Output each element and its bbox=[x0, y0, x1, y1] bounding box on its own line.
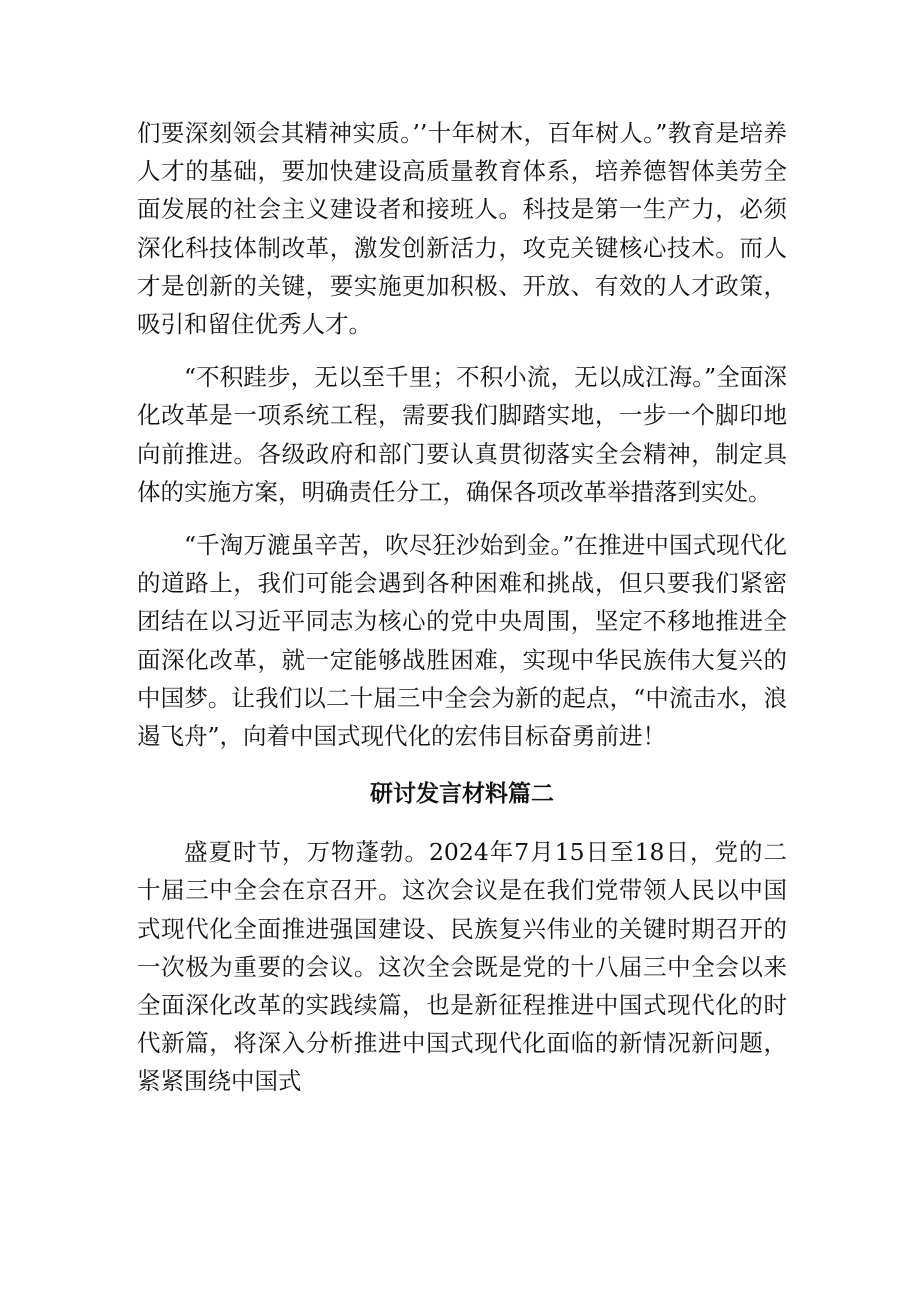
paragraph-section-two-intro: 盛夏时节，万物蓬勃。2024年7月15日至18日，党的二十届三中全会在京召开。这次会议是在我们党带领人民以中国式现代化全面推进强国建设、民族复兴伟业的关键时期召开的一次极为重要的会议。这次全会既是党的十八届三中全会以来全面深化改革的实践续篇，也是新征程推进中国式现代化的时代新篇，将深入分析推进中国式现代化面临的新情况新问题，紧紧围绕中国式 bbox=[137, 838, 787, 1096]
section-heading: 研讨发言材料篇二 bbox=[370, 781, 554, 808]
paragraph-quote-gold: “千淘万漉虽辛苦，吹尽狂沙始到金。”在推进中国式现代化的道路上，我们可能会遇到各种困难和挑战，但只要我们紧密团结在以习近平同志为核心的党中央周围，坚定不移地推进全面深化改革，就一定能够战胜困难，实现中华民族伟大复兴的中国梦。让我们以二十届三中全会为新的起点，“中流击水，浪遏飞舟”，向着中国式现代化的宏伟目标奋勇前进！ bbox=[137, 531, 787, 751]
paragraph-quote-steps: “不积跬步，无以至千里；不积小流，无以成江海。”全面深化改革是一项系统工程，需要我们脚踏实地，一步一个脚印地向前推进。各级政府和部门要认真贯彻落实全会精神，制定具体的实施方案，明确责任分工，确保各项改革举措落到实处。 bbox=[137, 363, 787, 506]
paragraph-continued: 们要深刻领会其精神实质。’’十年树木，百年树人。”教育是培养人才的基础，要加快建设高质量教育体系，培养德智体美劳全面发展的社会主义建设者和接班人。科技是第一生产力，必须深化科技体制改革，激发创新活力，攻克关键核心技术。而人才是创新的关键，要实施更加积极、开放、有效的人才政策，吸引和留住优秀人才。 bbox=[137, 119, 787, 339]
document-body bbox=[137, 114, 787, 1101]
